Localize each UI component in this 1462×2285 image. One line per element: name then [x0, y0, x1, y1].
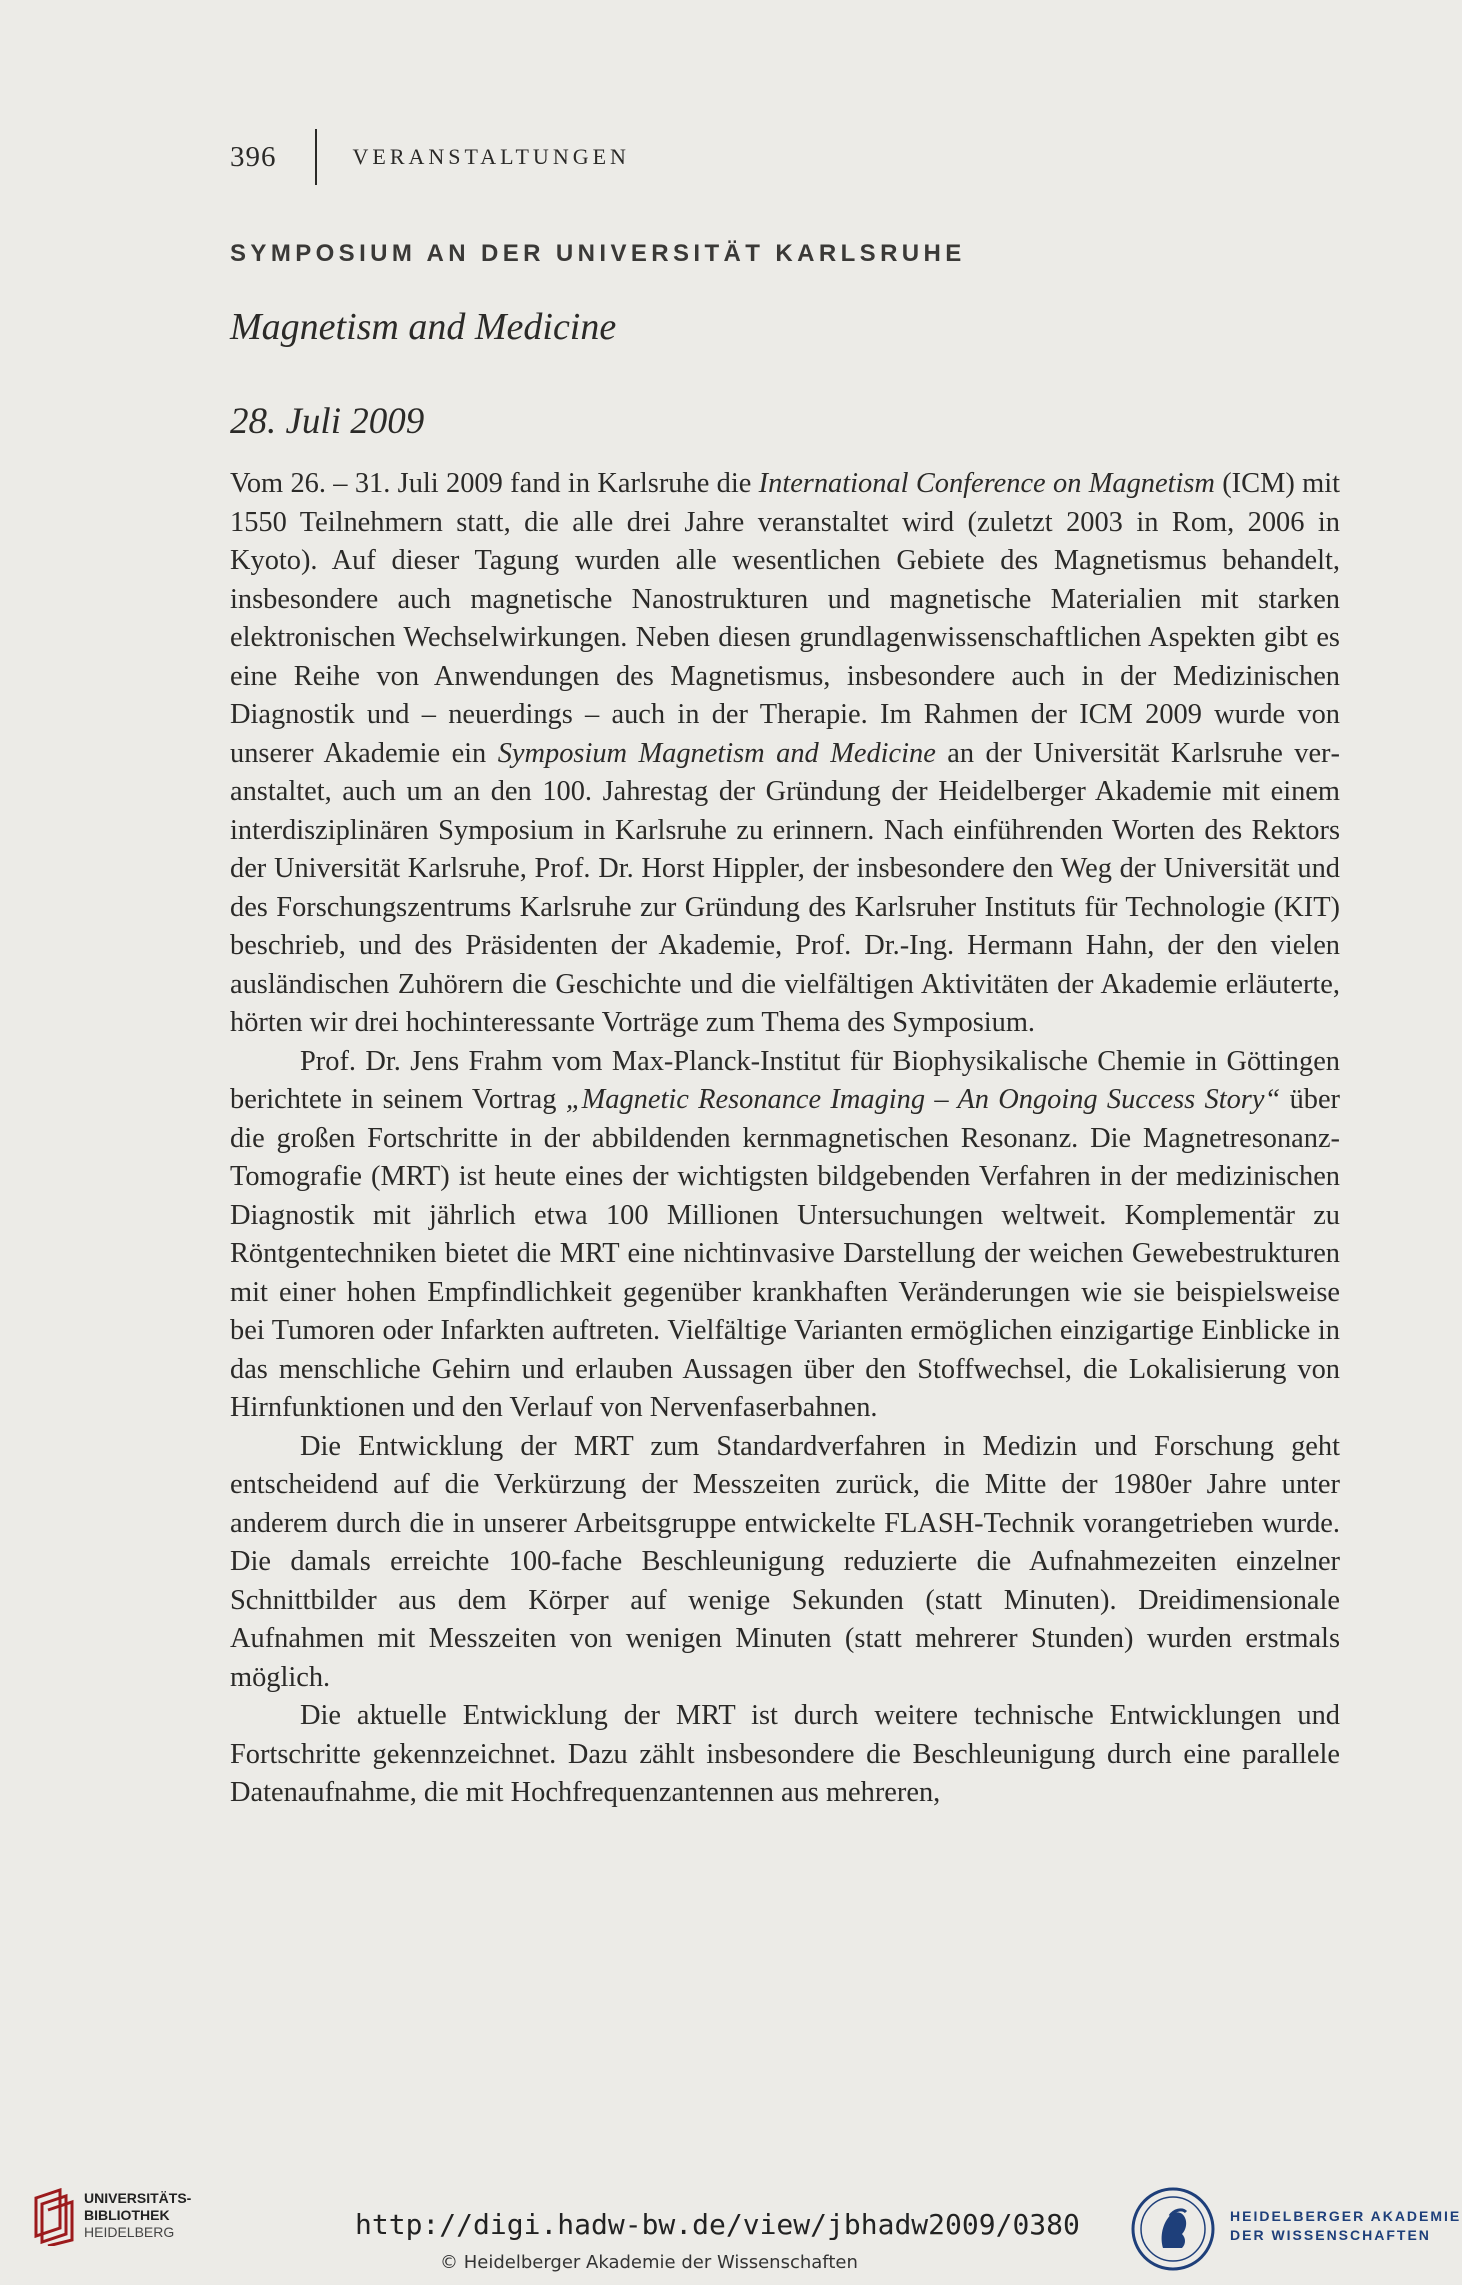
article-title: Magnetism and Medicine	[230, 306, 617, 348]
library-name-line: HEIDELBERG	[84, 2224, 175, 2240]
paragraph-3: Die Entwicklung der MRT zum Standardverfahren in Medizin und Forschung geht entscheidend auf die Verkürzung der Messzeiten zurück, die Mitte der 1980er Jahre unter anderem durch die in unserer Arbeitsgruppe entwickelte FLASH-Technik vorangetrieben wurde. Die damals erreichte 100-fache Beschleunigung reduzierte die Aufnahmezeiten einzelner Schnittbilder aus dem Körper auf wenige Sekunden (statt Minuten). Dreidimensionale Aufnahmen mit Messzeiten von wenigen Minuten (statt mehrerer Stunden) wurden erstmals möglich.	[230, 1430, 1340, 1693]
permalink-url[interactable]: http://digi.hadw-bw.de/view/jbhadw2009/0380	[355, 2208, 1080, 2241]
symposium-name: Symposium Magnetism and Medicine	[497, 737, 936, 769]
running-header	[230, 132, 630, 182]
paragraph-text: über die großen Fortschritte in der abbildenden kernmagnetischen Resonanz. Die Magnetresonanz-Tomografie (MRT) ist heute eines der wichtigsten bildgebenden Verfahren in der medizinischen Diagnostik mit jährlich etwa 100 Millionen Untersuchungen weltweit. Komplementär zu Röntgentechniken bietet die MRT eine nichtinvasive Darstellung der weichen Gewebestrukturen mit einer hohen Empfindlichkeit gegenüber krankhaften Veränderungen wie sie beispielsweise bei Tumoren oder Infarkten auftreten. Vielfältige Varianten ermöglichen einzigartige Einblicke in das menschliche Gehirn und erlauben Aussagen über den Stoffwechsel, die Lokalisierung von Hirnfunktionen und den Verlauf von Nervenfaserbahnen.	[230, 1084, 1341, 1423]
header-divider	[315, 129, 317, 185]
conference-name: International Conference on Magnetism	[758, 468, 1215, 499]
library-name-line: UNIVERSITÄTS-	[84, 2190, 192, 2206]
paragraph-text: (ICM) mit 1550 Teilnehmern statt, die alle drei Jahre veranstaltet wird (zuletzt 2003 in Rom, 2006 in Kyoto). Auf dieser Tagung wurden alle wesentlichen Gebiete des Magnetismus behandelt, insbesondere auch magnetische Nanostrukturen und magnetische Materialien mit starken elektronischen Wechselwirkungen. Neben diesen grundlagenwissenschaftlichen Aspekten gibt es eine Reihe von Anwendungen des Magnetismus, insbesondere auch in der Medizinischen Diagnostik und – neuerdings – auch in der Therapie. Im Rahmen der ICM 2009 wurde von unserer Akademie ein	[230, 468, 1340, 769]
university-library-name	[84, 2190, 191, 2241]
talk-title: „Magnetic Resonance Imaging – An Ongoing Success Story“	[565, 1084, 1281, 1115]
academy-name-line: DER WISSENSCHAFTEN	[1230, 2227, 1431, 2243]
paragraph-4: Die aktuelle Entwicklung der MRT ist durch weitere technische Entwicklungen und Fortschritte gekennzeichnet. Dazu zählt insbesondere die Beschleunigung durch eine parallele Datenaufnahme, die mit Hochfrequenzantennen aus mehreren,	[230, 1700, 1340, 1808]
copyright-notice: © Heidelberger Akademie der Wissenschaften	[440, 2252, 858, 2273]
academy-name-line: HEIDELBERGER AKADEMIE	[1230, 2208, 1462, 2224]
paragraph-2	[230, 1043, 1340, 1428]
article-date: 28. Juli 2009	[230, 401, 425, 442]
paragraph-text: Vom 26. – 31. Juli 2009 fand in Karlsruhe die	[230, 468, 759, 499]
academy-name	[1230, 2207, 1461, 2245]
academy-seal-icon	[1130, 2186, 1216, 2272]
page-number: 396	[230, 140, 277, 173]
paragraph-text: an der Universität Karlsruhe veranstaltet, auch um an den 100. Jahrestag der Gründung der Heidelberger Akademie mit einem interdisziplinären Symposium in Karlsruhe zu erinnern. Nach einführenden Worten des Rektors der Universität Karlsruhe, Prof. Dr. Horst Hippler, der insbesondere den Weg der Universität und des Forschungszentrums Karlsruhe zur Gründung des Karlsruher Instituts für Technologie (KIT) beschrieb, und des Präsidenten der Akademie, Prof. Dr.-Ing. Hermann Hahn, der den vielen ausländischen Zuhörern die Geschichte und die vielfältigen Aktivitäten der Akademie erläuterte, hörten wir drei hochinteressante Vorträge zum Thema des Symposium.	[230, 737, 1340, 1038]
university-library-logo-icon	[30, 2188, 76, 2246]
article-body	[230, 465, 1340, 1813]
article-kicker: SYMPOSIUM AN DER UNIVERSITÄT KARLSRUHE	[230, 240, 966, 267]
paragraph-1	[230, 465, 1340, 1043]
paragraph-text: Prof. Dr. Jens Frahm vom Max-Planck-Institut für Biophysikalische Chemie in Göttingen berichtete in seinem Vortrag	[230, 1045, 1340, 1115]
library-name-line: BIBLIOTHEK	[84, 2207, 170, 2223]
running-section-title: VERANSTALTUNGEN	[352, 144, 630, 169]
